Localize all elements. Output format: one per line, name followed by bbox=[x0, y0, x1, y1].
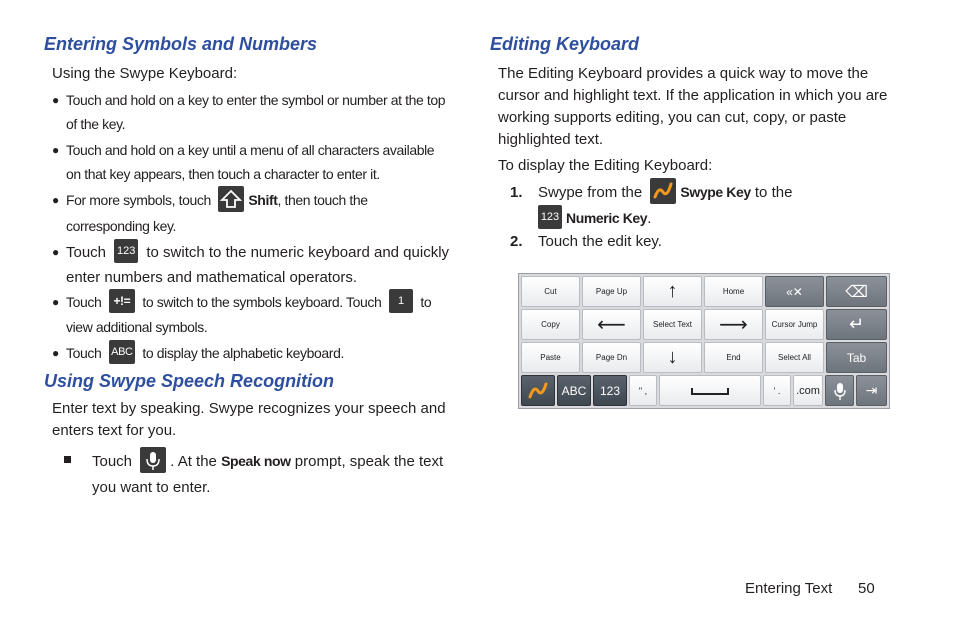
numeric-key-label: Numeric Key bbox=[566, 210, 648, 227]
key-swype[interactable] bbox=[521, 375, 555, 406]
more-symbols-icon: 1 bbox=[389, 289, 413, 313]
key-cursor-down[interactable]: ↓ bbox=[643, 342, 702, 373]
numeric-key-icon: 123 bbox=[114, 239, 138, 263]
bullet-text-a: Touch bbox=[66, 244, 107, 261]
key-cut[interactable]: Cut bbox=[521, 276, 580, 307]
symbols-key-icon: +!= bbox=[109, 289, 135, 313]
bullet-text bbox=[52, 341, 452, 366]
intro-text: Using the Swype Keyboard: bbox=[52, 65, 238, 82]
bullet-symbols bbox=[52, 290, 452, 340]
speech-text-a: . At the bbox=[170, 453, 217, 470]
bullet-dot: ● bbox=[52, 93, 59, 107]
speak-now-label: Speak now bbox=[221, 453, 291, 469]
bullet-touch-hold-menu bbox=[52, 138, 452, 186]
step-text-b: to the bbox=[754, 184, 793, 201]
bullet-text-a: Touch bbox=[66, 294, 102, 310]
speech-text: Enter text by speaking. Swype recognizes your speech and enters text for you. bbox=[52, 400, 446, 439]
abc-key-icon: ABC bbox=[109, 340, 135, 364]
bullet-more-symbols bbox=[52, 188, 452, 239]
key-select-all[interactable]: Select All bbox=[765, 342, 824, 373]
key-cursor-left[interactable]: ⟵ bbox=[582, 309, 641, 340]
step-text bbox=[498, 180, 898, 231]
bullet-dot: ● bbox=[52, 143, 59, 157]
step-text: Touch the edit key. bbox=[538, 233, 662, 250]
key-paste[interactable]: Paste bbox=[521, 342, 580, 373]
swype-key-label: Swype Key bbox=[680, 184, 751, 200]
bullet-text-a: Touch bbox=[66, 345, 102, 361]
bullet-text-a: For more symbols, touch bbox=[66, 192, 211, 208]
key-page-up[interactable]: Page Up bbox=[582, 276, 641, 307]
bullet-dot: ● bbox=[52, 295, 59, 309]
key-copy[interactable]: Copy bbox=[521, 309, 580, 340]
editing-description: The Editing Keyboard provides a quick way to move the cursor and highlight text. If the application in which you are working supports editing, you can cut, copy, or paste highlighted text. bbox=[498, 65, 888, 148]
display-instruction: To display the Editing Keyboard: bbox=[498, 157, 713, 174]
microphone-icon bbox=[140, 447, 166, 473]
page-number: 50 bbox=[858, 580, 875, 597]
key-space[interactable] bbox=[659, 375, 761, 406]
space-icon bbox=[690, 386, 730, 396]
key-dotcom[interactable]: .com bbox=[793, 375, 823, 406]
bullet-touch-hold bbox=[52, 88, 452, 136]
shift-label: Shift bbox=[248, 192, 278, 208]
step-2 bbox=[498, 231, 898, 253]
key-end[interactable]: End bbox=[704, 342, 763, 373]
key-delete-word[interactable]: «✕ bbox=[765, 276, 824, 307]
step-number: 1. bbox=[510, 184, 523, 201]
bullet-text: Touch and hold on a key to enter the symbol or number at the top of the key. bbox=[66, 92, 446, 132]
square-bullet-icon bbox=[64, 456, 71, 463]
key-cursor-up[interactable]: ↑ bbox=[643, 276, 702, 307]
key-abc[interactable]: ABC bbox=[557, 375, 591, 406]
key-select-text[interactable]: Select Text bbox=[643, 309, 702, 340]
key-cursor-jump[interactable]: Cursor Jump bbox=[765, 309, 824, 340]
bullet-text bbox=[52, 240, 452, 290]
bullet-dot: ● bbox=[52, 193, 59, 207]
key-tab[interactable]: Tab bbox=[826, 342, 887, 373]
footer-section: Entering Text bbox=[745, 580, 833, 597]
editing-keyboard bbox=[518, 273, 890, 409]
swype-logo-icon bbox=[527, 381, 549, 401]
key-cursor-right[interactable]: ⟶ bbox=[704, 309, 763, 340]
bullet-numeric bbox=[52, 240, 452, 290]
step-1 bbox=[498, 180, 898, 231]
bullet-text-b: to switch to the numeric keyboard and quickly enter numbers and mathematical operators. bbox=[66, 244, 450, 287]
bullet-dot: ● bbox=[52, 245, 60, 259]
bullet-text-b: to display the alphabetic keyboard. bbox=[142, 345, 344, 361]
key-home[interactable]: Home bbox=[704, 276, 763, 307]
shift-icon bbox=[218, 186, 244, 212]
key-punctuation-right[interactable]: ' . bbox=[763, 375, 791, 406]
step-number: 2. bbox=[510, 233, 523, 250]
key-punctuation-left[interactable]: " , bbox=[629, 375, 657, 406]
numeric-key-icon: 123 bbox=[538, 205, 562, 229]
step-text-a: Swype from the bbox=[538, 184, 643, 201]
key-microphone[interactable] bbox=[825, 375, 854, 406]
step-period: . bbox=[647, 210, 652, 228]
heading-editing-keyboard: Editing Keyboard bbox=[490, 34, 640, 54]
heading-entering-symbols: Entering Symbols and Numbers bbox=[44, 34, 318, 54]
bullet-alphabetic bbox=[52, 341, 452, 366]
bullet-text bbox=[52, 290, 452, 340]
bullet-dot: ● bbox=[52, 346, 59, 360]
bullet-text bbox=[52, 188, 452, 239]
speech-text-b: prompt, speak the text you want to enter. bbox=[92, 453, 444, 497]
swype-key-icon bbox=[650, 178, 676, 204]
key-edit[interactable]: ⇥ bbox=[856, 375, 887, 406]
key-enter[interactable]: ↵ bbox=[826, 309, 887, 340]
bullet-text-b: , then touch the corresponding key. bbox=[66, 192, 368, 235]
key-backspace[interactable]: ⌫ bbox=[826, 276, 887, 307]
heading-speech-recognition: Using Swype Speech Recognition bbox=[44, 371, 335, 391]
speech-instruction bbox=[92, 449, 452, 500]
bullet-text: Touch and hold on a key until a menu of all characters available on that key appears, then touch a character to enter it. bbox=[66, 142, 435, 182]
bullet-text-c: to view additional symbols. bbox=[66, 294, 432, 336]
key-page-down[interactable]: Page Dn bbox=[582, 342, 641, 373]
key-numeric[interactable]: 123 bbox=[593, 375, 627, 406]
bullet-text-b: to switch to the symbols keyboard. Touch bbox=[142, 294, 382, 310]
microphone-icon bbox=[833, 381, 847, 401]
touch-word: Touch bbox=[92, 453, 133, 470]
